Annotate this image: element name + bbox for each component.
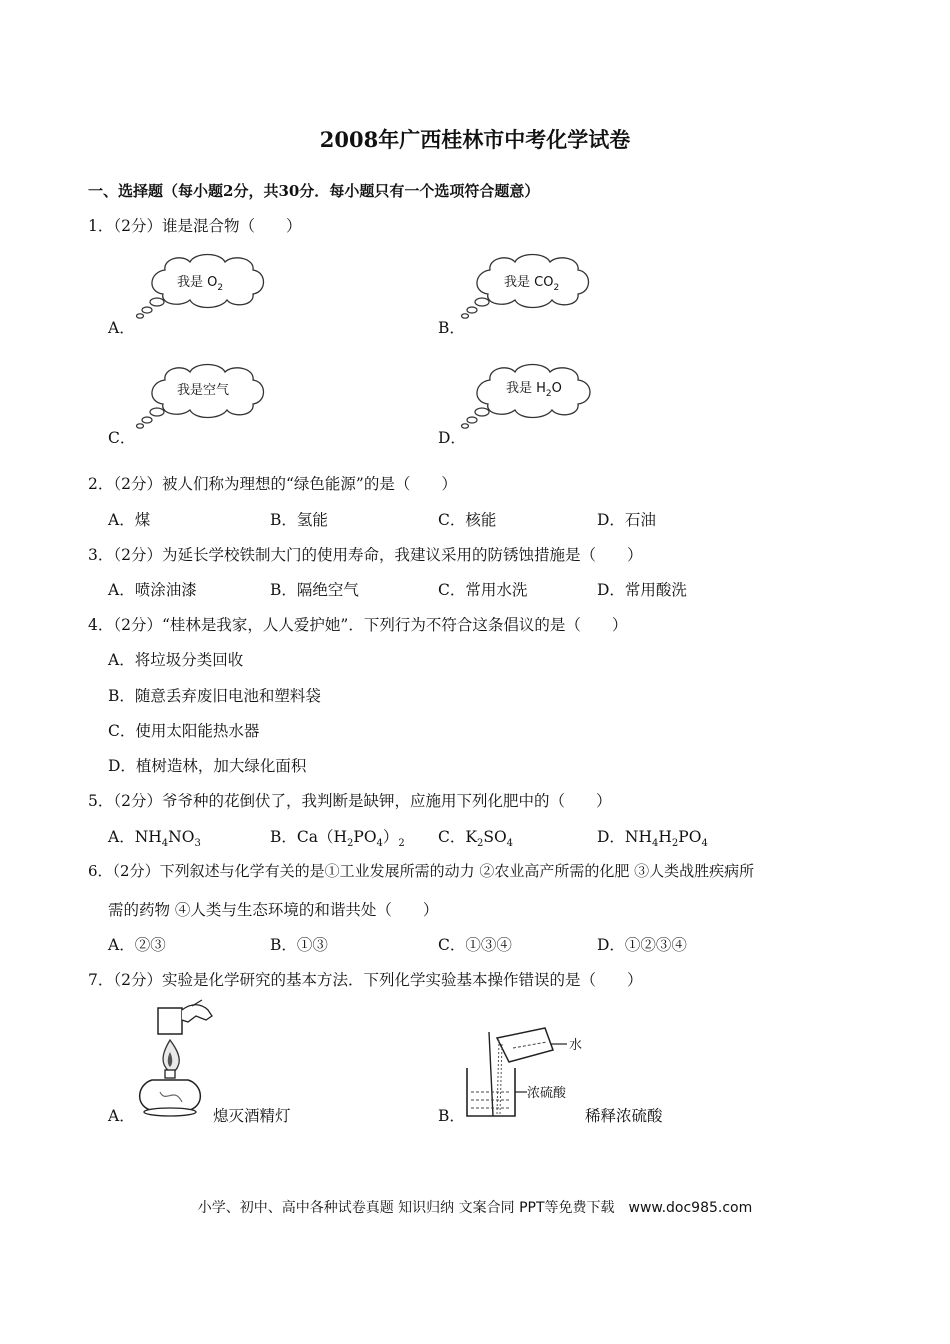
q7-option-a: A．	[108, 1107, 135, 1125]
q5-option-d: D．$NH_4H_2PO_4$	[597, 828, 708, 850]
q5-option-b: B．$Ca(H_2PO_4)_2$	[270, 828, 405, 850]
q7-option-b: B．	[438, 1107, 465, 1125]
label-acid: 浓硫酸	[527, 1086, 567, 1101]
question-2-stem: 2．（2分）被人们称为理想的“绿色能源”的是（ ）	[88, 475, 457, 493]
thought-bubble-a	[135, 252, 275, 324]
q4-option-b: B．随意丢弃废旧电池和塑料袋	[108, 687, 321, 705]
q1-option-d: D．	[438, 429, 466, 447]
question-3-stem: 3．（2分）为延长学校铁制大门的使用寿命，我建议采用的防锈蚀措施是（ ）	[88, 546, 643, 564]
question-7-stem: 7．（2分）实验是化学研究的基本方法．下列化学实验基本操作错误的是（ ）	[88, 971, 643, 989]
q1-option-b: B．	[438, 319, 465, 337]
question-6-stem-line2: 需的药物 ④人类与生态环境的和谐共处（ ）	[108, 901, 439, 919]
q6-option-d: D．①②③④	[597, 936, 687, 954]
q3-option-b: B．隔绝空气	[270, 581, 359, 599]
thought-bubble-b	[460, 252, 600, 324]
q4-option-d: D．植树造林，加大绿化面积	[108, 757, 307, 775]
bubble-c-text: 我是空气	[177, 383, 230, 398]
alcohol-lamp-figure	[130, 996, 220, 1120]
thought-bubble-d	[460, 362, 605, 434]
question-5-stem: 5．（2分）爷爷种的花倒伏了，我判断是缺钾，应施用下列化肥中的（ ）	[88, 792, 612, 810]
q2-option-d: D．石油	[597, 511, 656, 529]
q3-option-d: D．常用酸洗	[597, 581, 687, 599]
q2-option-c: C．核能	[438, 511, 497, 529]
q3-option-a: A．喷涂油漆	[108, 581, 197, 599]
q7-caption-a: 熄灭酒精灯	[213, 1107, 291, 1125]
section-heading: 一、选择题（每小题2分，共30分．每小题只有一个选项符合题意）	[88, 182, 540, 200]
q2-option-b: B．氢能	[270, 511, 328, 529]
q5-option-a: A．$NH_4NO_3$	[108, 828, 201, 850]
q1-option-a: A．	[108, 319, 135, 337]
q7-caption-b: 稀释浓硫酸	[585, 1107, 663, 1125]
q6-option-b: B．①③	[270, 936, 328, 954]
bubble-b-text: 我是 $CO_2$	[504, 275, 560, 293]
label-water: 水	[569, 1038, 583, 1053]
question-4-stem: 4．（2分）“桂林是我家，人人爱护她”．下列行为不符合这条倡议的是（ ）	[88, 616, 628, 634]
dilute-acid-figure	[455, 1024, 595, 1124]
q5-option-c: C．$K_2SO_4$	[438, 828, 514, 850]
q6-option-c: C．①③④	[438, 936, 512, 954]
bubble-d-text: 我是 $H_2O$	[506, 381, 562, 399]
q4-option-c: C．使用太阳能热水器	[108, 722, 260, 740]
q1-option-c: C．	[108, 429, 136, 447]
question-6-stem-line1: 6．（2分）下列叙述与化学有关的是①工业发展所需的动力 ②农业高产所需的化肥 ③人类战胜疾病所	[88, 862, 755, 880]
q6-option-a: A．②③	[108, 936, 166, 954]
q2-option-a: A．煤	[108, 511, 151, 529]
question-1-stem: 1．（2分）谁是混合物（ ）	[88, 217, 302, 235]
page-footer: 小学、初中、高中各种试卷真题 知识归纳 文案合同 PPT等免费下载 www.doc985.com	[197, 1200, 753, 1216]
q4-option-a: A．将垃圾分类回收	[108, 651, 244, 669]
q3-option-c: C．常用水洗	[438, 581, 528, 599]
bubble-a-text: 我是 $O_2$	[177, 275, 224, 293]
thought-bubble-c	[135, 362, 275, 434]
exam-title: 2008年广西桂林市中考化学试卷	[319, 127, 631, 152]
